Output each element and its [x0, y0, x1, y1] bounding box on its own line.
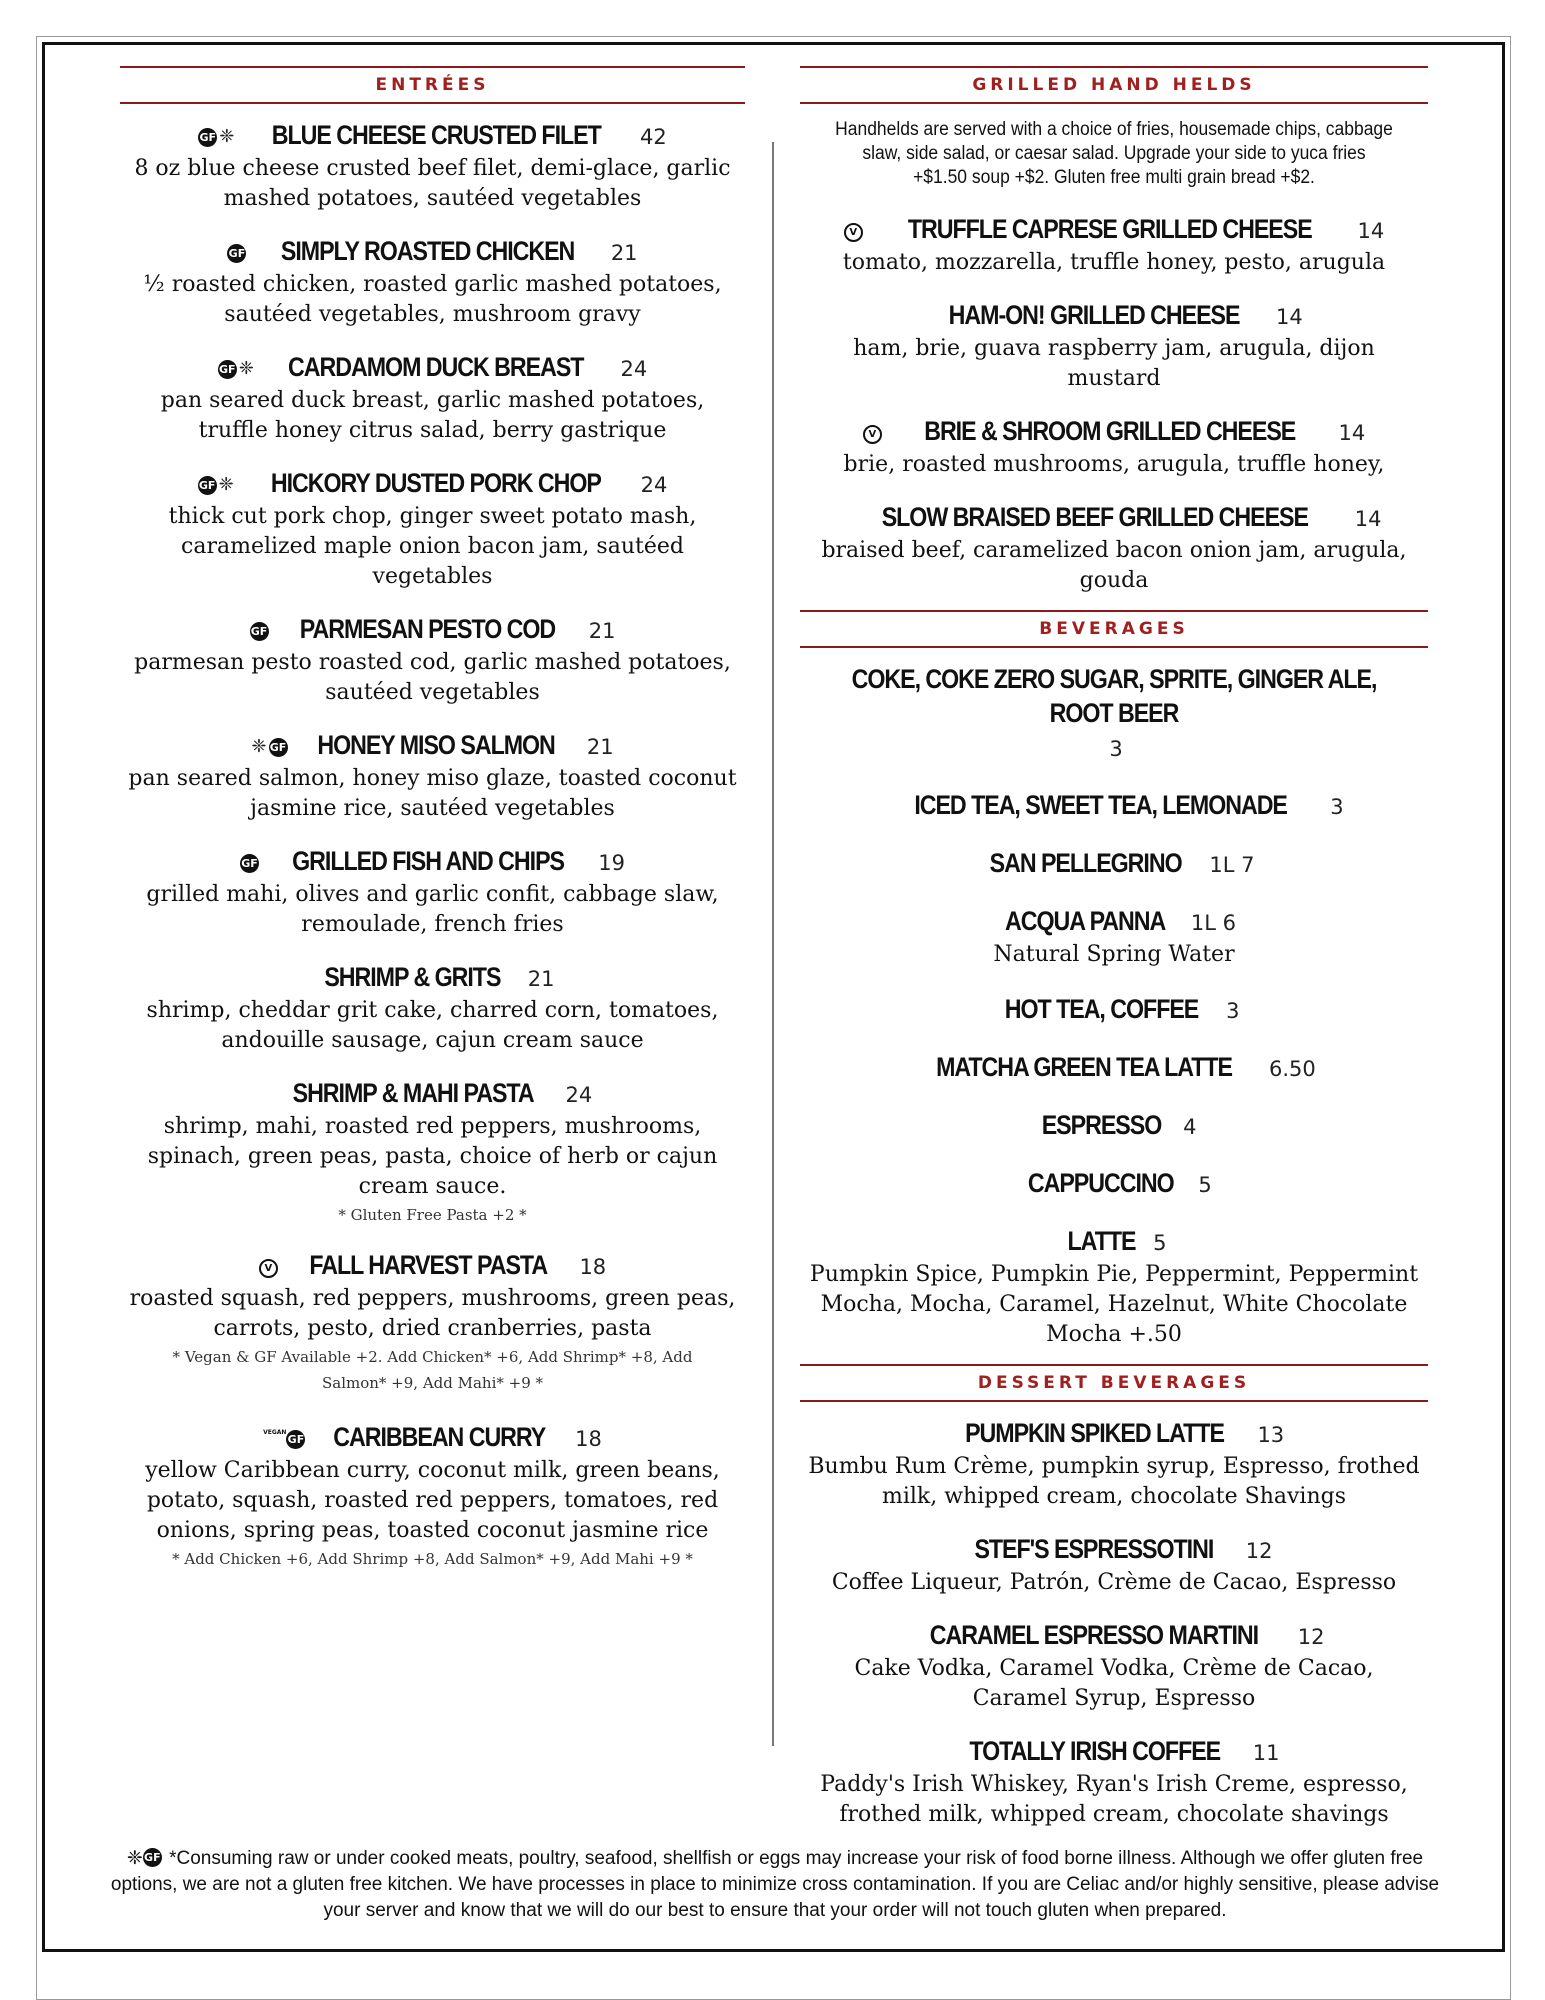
item-price: 14 [1357, 219, 1385, 243]
beverages-list [800, 662, 1428, 1350]
item-price: 42 [640, 125, 667, 149]
menu-item [800, 992, 1428, 1028]
item-name: GRILLED FISH AND CHIPS [291, 846, 564, 876]
item-price: 24 [620, 357, 648, 381]
item-description: thick cut pork chop, ginger sweet potato mash, caramelized maple onion bacon jam, sautéed vegetables [168, 504, 697, 589]
item-description: 8 oz blue cheese crusted beef filet, demi-glace, garlic mashed potatoes, sautéed vegetables [134, 156, 731, 211]
entrees-column [120, 60, 745, 1592]
menu-item [120, 1248, 745, 1396]
item-description: parmesan pesto roasted cod, garlic mashed potatoes, sautéed vegetables [134, 650, 731, 705]
menu-item [120, 118, 745, 214]
item-price: 13 [1257, 1423, 1285, 1447]
gluten-free-icon: GF [198, 476, 217, 495]
item-name: SIMPLY ROASTED CHICKEN [280, 236, 575, 266]
item-price: 18 [575, 1427, 602, 1451]
item-price: 14 [1338, 421, 1366, 445]
menu-item [120, 466, 745, 592]
item-price: 12 [1297, 1625, 1325, 1649]
dessert-beverages-header [800, 1358, 1428, 1402]
menu-item [800, 414, 1428, 480]
item-name: HONEY MISO SALMON [317, 730, 555, 760]
gluten-free-icon: GF [218, 360, 237, 379]
item-name: ESPRESSO [1041, 1110, 1161, 1140]
item-price: 21 [610, 241, 638, 265]
item-price: 19 [598, 851, 626, 875]
item-price: 14 [1354, 507, 1382, 531]
item-price: 6.50 [1268, 1057, 1316, 1081]
item-name: SAN PELLEGRINO [989, 848, 1182, 878]
gluten-free-icon: GF [198, 128, 217, 147]
item-price: 5 [1153, 1231, 1167, 1255]
item-description: Bumbu Rum Crème, pumpkin syrup, Espresso, frothed milk, whipped cream, chocolate Shavings [808, 1454, 1420, 1509]
item-price: 24 [640, 473, 668, 497]
disclaimer-text: *Consuming raw or under cooked meats, poultry, seafood, shellfish or eggs may increase your risk of food borne illness. Although we offer gluten free options, we are not a gluten free kitchen. We have processes in place to minimize cross contamination. If you are Celiac and/or highly sensitive, please advise your server and know that we will do our best to ensure that your order will not touch gluten when prepared. [110, 1848, 1440, 1921]
item-name: TRUFFLE CAPRESE GRILLED CHEESE [908, 214, 1313, 244]
right-column [800, 60, 1428, 1850]
item-description: Cake Vodka, Caramel Vodka, Crème de Cacao, Caramel Syrup, Espresso [854, 1656, 1374, 1711]
item-name: STEF'S ESPRESSOTINI [974, 1534, 1214, 1564]
menu-item [800, 1166, 1428, 1202]
raw-warning-icon: ❈ [251, 736, 267, 757]
raw-warning-icon: ❈ [126, 1847, 143, 1869]
gluten-free-icon: GF [286, 1430, 305, 1449]
item-price: 1L 7 [1209, 853, 1255, 877]
item-description: ½ roasted chicken, roasted garlic mashed potatoes, sautéed vegetables, mushroom gravy [143, 272, 722, 327]
item-name: PARMESAN PESTO COD [299, 614, 556, 644]
item-price: 18 [579, 1255, 607, 1279]
vegetarian-icon: V [863, 425, 882, 444]
item-note: * Add Chicken +6, Add Shrimp +8, Add Salmon* +9, Add Mahi +9 * [172, 1550, 693, 1568]
item-description: shrimp, mahi, roasted red peppers, mushrooms, spinach, green peas, pasta, choice of herb or cajun cream sauce. [147, 1114, 718, 1199]
item-note: * Gluten Free Pasta +2 * [338, 1206, 527, 1224]
gluten-free-icon: GF [227, 244, 246, 263]
item-price: 21 [527, 967, 555, 991]
item-description: grilled mahi, olives and garlic confit, cabbage slaw, remoulade, french fries [146, 882, 719, 937]
vegetarian-icon: V [259, 1259, 278, 1278]
item-name: ACQUA PANNA [1005, 906, 1166, 936]
item-description: yellow Caribbean curry, coconut milk, green beans, potato, squash, roasted red peppers, tomatoes, red onions, spring peas, toasted coconut jasmine rice [145, 1458, 720, 1543]
menu-item [120, 234, 745, 330]
item-price: 21 [586, 735, 614, 759]
item-description: braised beef, caramelized bacon onion jam, arugula, gouda [821, 538, 1407, 593]
item-price: 5 [1198, 1173, 1212, 1197]
vegetarian-icon: V [844, 223, 863, 242]
allergen-disclaimer [110, 1845, 1440, 1924]
item-description: roasted squash, red peppers, mushrooms, green peas, carrots, pesto, dried cranberries, pasta [129, 1286, 736, 1341]
item-price: 14 [1275, 305, 1303, 329]
menu-item [800, 298, 1428, 394]
menu-item [800, 1532, 1428, 1598]
item-name: SHRIMP & MAHI PASTA [292, 1078, 534, 1108]
item-description: pan seared salmon, honey miso glaze, toasted coconut jasmine rice, sautéed vegetables [128, 766, 737, 821]
item-description: Pumpkin Spice, Pumpkin Pie, Peppermint, Peppermint Mocha, Mocha, Caramel, Hazelnut, White Chocolate Mocha +.50 [809, 1262, 1419, 1347]
handhelds-header [800, 60, 1428, 104]
gluten-free-icon: GF [250, 622, 269, 641]
item-name: BLUE CHEESE CRUSTED FILET [271, 120, 601, 150]
section-title: BEVERAGES [1039, 619, 1189, 639]
item-price: 1L 6 [1190, 911, 1236, 935]
entrees-header [120, 60, 745, 104]
item-name: MATCHA GREEN TEA LATTE [936, 1052, 1233, 1082]
item-description: tomato, mozzarella, truffle honey, pesto, arugula [842, 250, 1386, 275]
beverages-header [800, 604, 1428, 648]
menu-item [800, 788, 1428, 824]
menu-item [120, 1076, 745, 1228]
item-description: ham, brie, guava raspberry jam, arugula, dijon mustard [853, 336, 1375, 391]
item-price: 3 [1330, 795, 1344, 819]
menu-item [120, 1416, 745, 1572]
item-name: PUMPKIN SPIKED LATTE [964, 1418, 1224, 1448]
column-divider [772, 142, 774, 1746]
menu-item [120, 960, 745, 1056]
item-description: brie, roasted mushrooms, arugula, truffle honey, [843, 452, 1385, 477]
menu-item [800, 904, 1428, 970]
section-title: GRILLED HAND HELDS [972, 75, 1256, 95]
item-name: BRIE & SHROOM GRILLED CHEESE [924, 416, 1296, 446]
item-note: * Vegan & GF Available +2. Add Chicken* +6, Add Shrimp* +8, Add Salmon* +9, Add Mahi* +9 * [172, 1348, 693, 1392]
item-name: FALL HARVEST PASTA [309, 1250, 548, 1280]
handhelds-intro: Handhelds are served with a choice of fries, housemade chips, cabbage slaw, side salad, or caesar salad. Upgrade your side to yuca fries +$1.50 soup +$2. Gluten free multi grain bread +$2. [835, 119, 1393, 188]
item-price: 3 [1226, 999, 1240, 1023]
menu-item [800, 846, 1428, 882]
menu-item [800, 1734, 1428, 1830]
menu-item [800, 662, 1428, 766]
vegan-icon: VEGAN [263, 1429, 287, 1436]
item-name: CARDAMOM DUCK BREAST [288, 352, 584, 382]
menu-item [800, 500, 1428, 596]
item-price: 11 [1252, 1741, 1280, 1765]
item-name: CARAMEL ESPRESSO MARTINI [930, 1620, 1259, 1650]
gluten-free-icon: GF [143, 1848, 162, 1867]
menu-item [800, 212, 1428, 278]
item-name: HAM-ON! GRILLED CHEESE [948, 300, 1240, 330]
raw-warning-icon: ❈ [218, 474, 234, 495]
item-name: HOT TEA, COFFEE [1004, 994, 1198, 1024]
item-name: HICKORY DUSTED PORK CHOP [271, 468, 602, 498]
menu-item [800, 1050, 1428, 1086]
item-description: shrimp, cheddar grit cake, charred corn, tomatoes, andouille sausage, cajun cream sauce [146, 998, 719, 1053]
item-name: LATTE [1067, 1226, 1135, 1256]
section-title: DESSERT BEVERAGES [977, 1373, 1251, 1393]
raw-warning-icon: ❈ [238, 358, 254, 379]
menu-item [800, 1618, 1428, 1714]
section-title: ENTRÉES [375, 75, 490, 95]
item-name: ICED TEA, SWEET TEA, LEMONADE [914, 790, 1288, 820]
item-price: 12 [1245, 1539, 1273, 1563]
item-price: 4 [1183, 1115, 1197, 1139]
item-description: Natural Spring Water [993, 942, 1235, 967]
menu-item [800, 1224, 1428, 1350]
menu-item [120, 844, 745, 940]
menu-item [120, 728, 745, 824]
item-description: pan seared duck breast, garlic mashed potatoes, truffle honey citrus salad, berry gastrique [160, 388, 705, 443]
item-name: SHRIMP & GRITS [324, 962, 501, 992]
item-price: 24 [565, 1083, 593, 1107]
item-name: TOTALLY IRISH COFFEE [968, 1736, 1220, 1766]
item-price: 21 [588, 619, 616, 643]
item-name: SLOW BRAISED BEEF GRILLED CHEESE [881, 502, 1308, 532]
item-name: CAPPUCCINO [1028, 1168, 1174, 1198]
gluten-free-icon: GF [240, 854, 259, 873]
gluten-free-icon: GF [269, 738, 288, 757]
menu-item [800, 1416, 1428, 1512]
item-price: 3 [1109, 737, 1123, 761]
menu-item [120, 612, 745, 708]
item-description: Paddy's Irish Whiskey, Ryan's Irish Creme, espresso, frothed milk, whipped cream, chocolate shavings [820, 1772, 1408, 1827]
item-name: COKE, COKE ZERO SUGAR, SPRITE, GINGER ALE, ROOT BEER [851, 664, 1377, 728]
menu-item [800, 1108, 1428, 1144]
item-description: Coffee Liqueur, Patrón, Crème de Cacao, Espresso [831, 1570, 1397, 1595]
item-name: CARIBBEAN CURRY [333, 1422, 546, 1452]
raw-warning-icon: ❈ [219, 126, 235, 147]
menu-item [120, 350, 745, 446]
